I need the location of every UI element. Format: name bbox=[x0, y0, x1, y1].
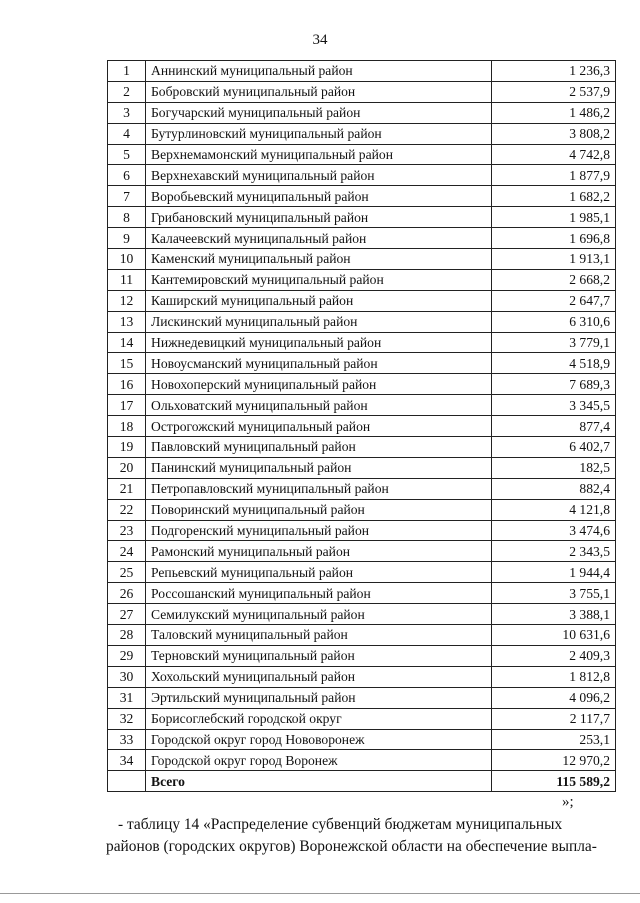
subvention-amount: 10 631,6 bbox=[492, 625, 616, 646]
table-row bbox=[108, 102, 616, 123]
district-name: Рамонский муниципальный район bbox=[146, 541, 492, 562]
row-number: 13 bbox=[108, 311, 146, 332]
district-name: Терновский муниципальный район bbox=[146, 645, 492, 666]
row-number: 25 bbox=[108, 562, 146, 583]
table-row bbox=[108, 186, 616, 207]
table-row bbox=[108, 249, 616, 270]
district-name: Каширский муниципальный район bbox=[146, 290, 492, 311]
table-row bbox=[108, 708, 616, 729]
subvention-amount: 1 696,8 bbox=[492, 228, 616, 249]
subvention-amount: 2 117,7 bbox=[492, 708, 616, 729]
district-name: Поворинский муниципальный район bbox=[146, 499, 492, 520]
row-number: 5 bbox=[108, 144, 146, 165]
table-row bbox=[108, 437, 616, 458]
row-number: 2 bbox=[108, 81, 146, 102]
row-number: 29 bbox=[108, 645, 146, 666]
subvention-amount: 2 537,9 bbox=[492, 81, 616, 102]
district-name: Богучарский муниципальный район bbox=[146, 102, 492, 123]
district-name: Подгоренский муниципальный район bbox=[146, 520, 492, 541]
row-number: 34 bbox=[108, 750, 146, 771]
table-row bbox=[108, 583, 616, 604]
table-row bbox=[108, 123, 616, 144]
subvention-amount: 1 682,2 bbox=[492, 186, 616, 207]
paragraph-line-1: - таблицу 14 «Распределение субвенций бюджетам муниципальных bbox=[118, 816, 563, 833]
row-number: 15 bbox=[108, 353, 146, 374]
subvention-amount: 2 409,3 bbox=[492, 645, 616, 666]
district-name: Аннинский муниципальный район bbox=[146, 61, 492, 82]
subvention-amount: 3 755,1 bbox=[492, 583, 616, 604]
district-name: Кантемировский муниципальный район bbox=[146, 269, 492, 290]
district-name: Эртильский муниципальный район bbox=[146, 687, 492, 708]
page-number: 34 bbox=[312, 32, 328, 48]
table-row bbox=[108, 332, 616, 353]
row-number: 26 bbox=[108, 583, 146, 604]
district-name: Россошанский муниципальный район bbox=[146, 583, 492, 604]
total-label: Всего bbox=[146, 771, 492, 792]
total-amount: 115 589,2 bbox=[492, 771, 616, 792]
district-name: Воробьевский муниципальный район bbox=[146, 186, 492, 207]
table-row bbox=[108, 457, 616, 478]
subvention-amount: 4 096,2 bbox=[492, 687, 616, 708]
district-name: Городской округ город Нововоронеж bbox=[146, 729, 492, 750]
district-name: Верхнехавский муниципальный район bbox=[146, 165, 492, 186]
row-number: 8 bbox=[108, 207, 146, 228]
row-number: 19 bbox=[108, 437, 146, 458]
subvention-amount: 1 236,3 bbox=[492, 61, 616, 82]
row-number: 3 bbox=[108, 102, 146, 123]
subvention-amount: 3 808,2 bbox=[492, 123, 616, 144]
table-row bbox=[108, 645, 616, 666]
subvention-amount: 4 742,8 bbox=[492, 144, 616, 165]
total-row bbox=[108, 771, 616, 792]
row-number: 23 bbox=[108, 520, 146, 541]
row-number: 10 bbox=[108, 249, 146, 270]
subvention-amount: 2 647,7 bbox=[492, 290, 616, 311]
district-name: Хохольский муниципальный район bbox=[146, 666, 492, 687]
row-number: 27 bbox=[108, 604, 146, 625]
table-row bbox=[108, 478, 616, 499]
table-row bbox=[108, 269, 616, 290]
subvention-amount: 1 985,1 bbox=[492, 207, 616, 228]
table-row bbox=[108, 207, 616, 228]
subvention-amount: 882,4 bbox=[492, 478, 616, 499]
row-number: 28 bbox=[108, 625, 146, 646]
total-number-cell bbox=[108, 771, 146, 792]
row-number: 22 bbox=[108, 499, 146, 520]
district-name: Городской округ город Воронеж bbox=[146, 750, 492, 771]
row-number: 20 bbox=[108, 457, 146, 478]
subvention-amount: 877,4 bbox=[492, 416, 616, 437]
table-row bbox=[108, 165, 616, 186]
row-number: 30 bbox=[108, 666, 146, 687]
district-name: Каменский муниципальный район bbox=[146, 249, 492, 270]
district-name: Верхнемамонский муниципальный район bbox=[146, 144, 492, 165]
subvention-amount: 7 689,3 bbox=[492, 374, 616, 395]
row-number: 7 bbox=[108, 186, 146, 207]
table-row bbox=[108, 81, 616, 102]
table-row bbox=[108, 562, 616, 583]
subvention-amount: 1 877,9 bbox=[492, 165, 616, 186]
subvention-amount: 2 668,2 bbox=[492, 269, 616, 290]
row-number: 12 bbox=[108, 290, 146, 311]
table-row bbox=[108, 520, 616, 541]
table-row bbox=[108, 541, 616, 562]
table-row bbox=[108, 353, 616, 374]
subvention-amount: 4 518,9 bbox=[492, 353, 616, 374]
subvention-amount: 182,5 bbox=[492, 457, 616, 478]
table-row bbox=[108, 395, 616, 416]
row-number: 6 bbox=[108, 165, 146, 186]
row-number: 4 bbox=[108, 123, 146, 144]
row-number: 16 bbox=[108, 374, 146, 395]
subvention-amount: 253,1 bbox=[492, 729, 616, 750]
district-name: Панинский муниципальный район bbox=[146, 457, 492, 478]
district-name: Репьевский муниципальный район bbox=[146, 562, 492, 583]
table-row bbox=[108, 311, 616, 332]
subvention-amount: 2 343,5 bbox=[492, 541, 616, 562]
subvention-amount: 6 310,6 bbox=[492, 311, 616, 332]
district-name: Лискинский муниципальный район bbox=[146, 311, 492, 332]
row-number: 9 bbox=[108, 228, 146, 249]
row-number: 33 bbox=[108, 729, 146, 750]
subvention-amount: 3 388,1 bbox=[492, 604, 616, 625]
table-row bbox=[108, 750, 616, 771]
row-number: 21 bbox=[108, 478, 146, 499]
subvention-amount: 12 970,2 bbox=[492, 750, 616, 771]
table-row bbox=[108, 729, 616, 750]
table-row bbox=[108, 228, 616, 249]
row-number: 32 bbox=[108, 708, 146, 729]
table-row bbox=[108, 144, 616, 165]
table-row bbox=[108, 374, 616, 395]
subvention-amount: 1 913,1 bbox=[492, 249, 616, 270]
district-name: Грибановский муниципальный район bbox=[146, 207, 492, 228]
district-name: Новохоперский муниципальный район bbox=[146, 374, 492, 395]
subvention-amount: 1 486,2 bbox=[492, 102, 616, 123]
table-row bbox=[108, 61, 616, 82]
subvention-amount: 6 402,7 bbox=[492, 437, 616, 458]
bottom-rule bbox=[0, 893, 640, 894]
row-number: 1 bbox=[108, 61, 146, 82]
table-body bbox=[108, 61, 616, 792]
subvention-amount: 1 812,8 bbox=[492, 666, 616, 687]
district-name: Борисоглебский городской округ bbox=[146, 708, 492, 729]
subvention-table bbox=[107, 60, 616, 792]
row-number: 24 bbox=[108, 541, 146, 562]
district-name: Калачеевский муниципальный район bbox=[146, 228, 492, 249]
row-number: 17 bbox=[108, 395, 146, 416]
table-row bbox=[108, 499, 616, 520]
subvention-amount: 3 345,5 bbox=[492, 395, 616, 416]
table-row bbox=[108, 604, 616, 625]
row-number: 11 bbox=[108, 269, 146, 290]
district-name: Семилукский муниципальный район bbox=[146, 604, 492, 625]
subvention-amount: 1 944,4 bbox=[492, 562, 616, 583]
table-row bbox=[108, 290, 616, 311]
district-name: Павловский муниципальный район bbox=[146, 437, 492, 458]
district-name: Петропавловский муниципальный район bbox=[146, 478, 492, 499]
district-name: Таловский муниципальный район bbox=[146, 625, 492, 646]
district-name: Бобровский муниципальный район bbox=[146, 81, 492, 102]
row-number: 18 bbox=[108, 416, 146, 437]
table-row bbox=[108, 416, 616, 437]
table-row bbox=[108, 666, 616, 687]
subvention-amount: 3 474,6 bbox=[492, 520, 616, 541]
district-name: Ольховатский муниципальный район bbox=[146, 395, 492, 416]
subvention-amount: 3 779,1 bbox=[492, 332, 616, 353]
table-row bbox=[108, 625, 616, 646]
paragraph-line-2: районов (городских округов) Воронежской области на обеспечение выпла- bbox=[106, 838, 597, 855]
district-name: Новоусманский муниципальный район bbox=[146, 353, 492, 374]
district-name: Острогожский муниципальный район bbox=[146, 416, 492, 437]
closing-quote-marks: »; bbox=[562, 794, 574, 810]
district-name: Бутурлиновский муниципальный район bbox=[146, 123, 492, 144]
subvention-amount: 4 121,8 bbox=[492, 499, 616, 520]
table-row bbox=[108, 687, 616, 708]
row-number: 14 bbox=[108, 332, 146, 353]
row-number: 31 bbox=[108, 687, 146, 708]
district-name: Нижнедевицкий муниципальный район bbox=[146, 332, 492, 353]
